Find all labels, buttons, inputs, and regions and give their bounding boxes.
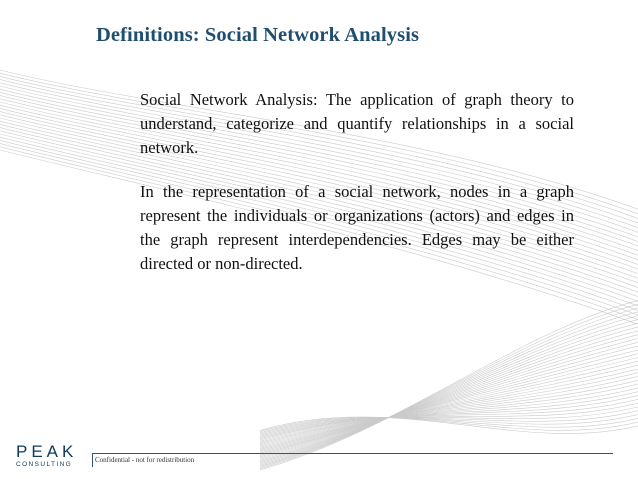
footer-rule-tick (92, 453, 93, 467)
slide-title: Definitions: Social Network Analysis (96, 24, 420, 46)
confidentiality-notice: Confidential - not for redistribution (95, 456, 195, 464)
slide-body (140, 88, 574, 276)
logo-wordmark: PEAK (16, 442, 78, 461)
logo-tagline: CONSULTING (16, 461, 73, 468)
representation-paragraph: In the representation of a social network, nodes in a graph represent the individuals or organizations (actors) and edges in the graph represent interdependencies. Edges may be either directed or non-directed. (140, 182, 574, 273)
footer-rule (92, 453, 613, 454)
company-logo (14, 442, 76, 468)
definition-paragraph: Social Network Analysis: The application of graph theory to understand, categorize and quantify relationships in a social network. (140, 90, 574, 157)
